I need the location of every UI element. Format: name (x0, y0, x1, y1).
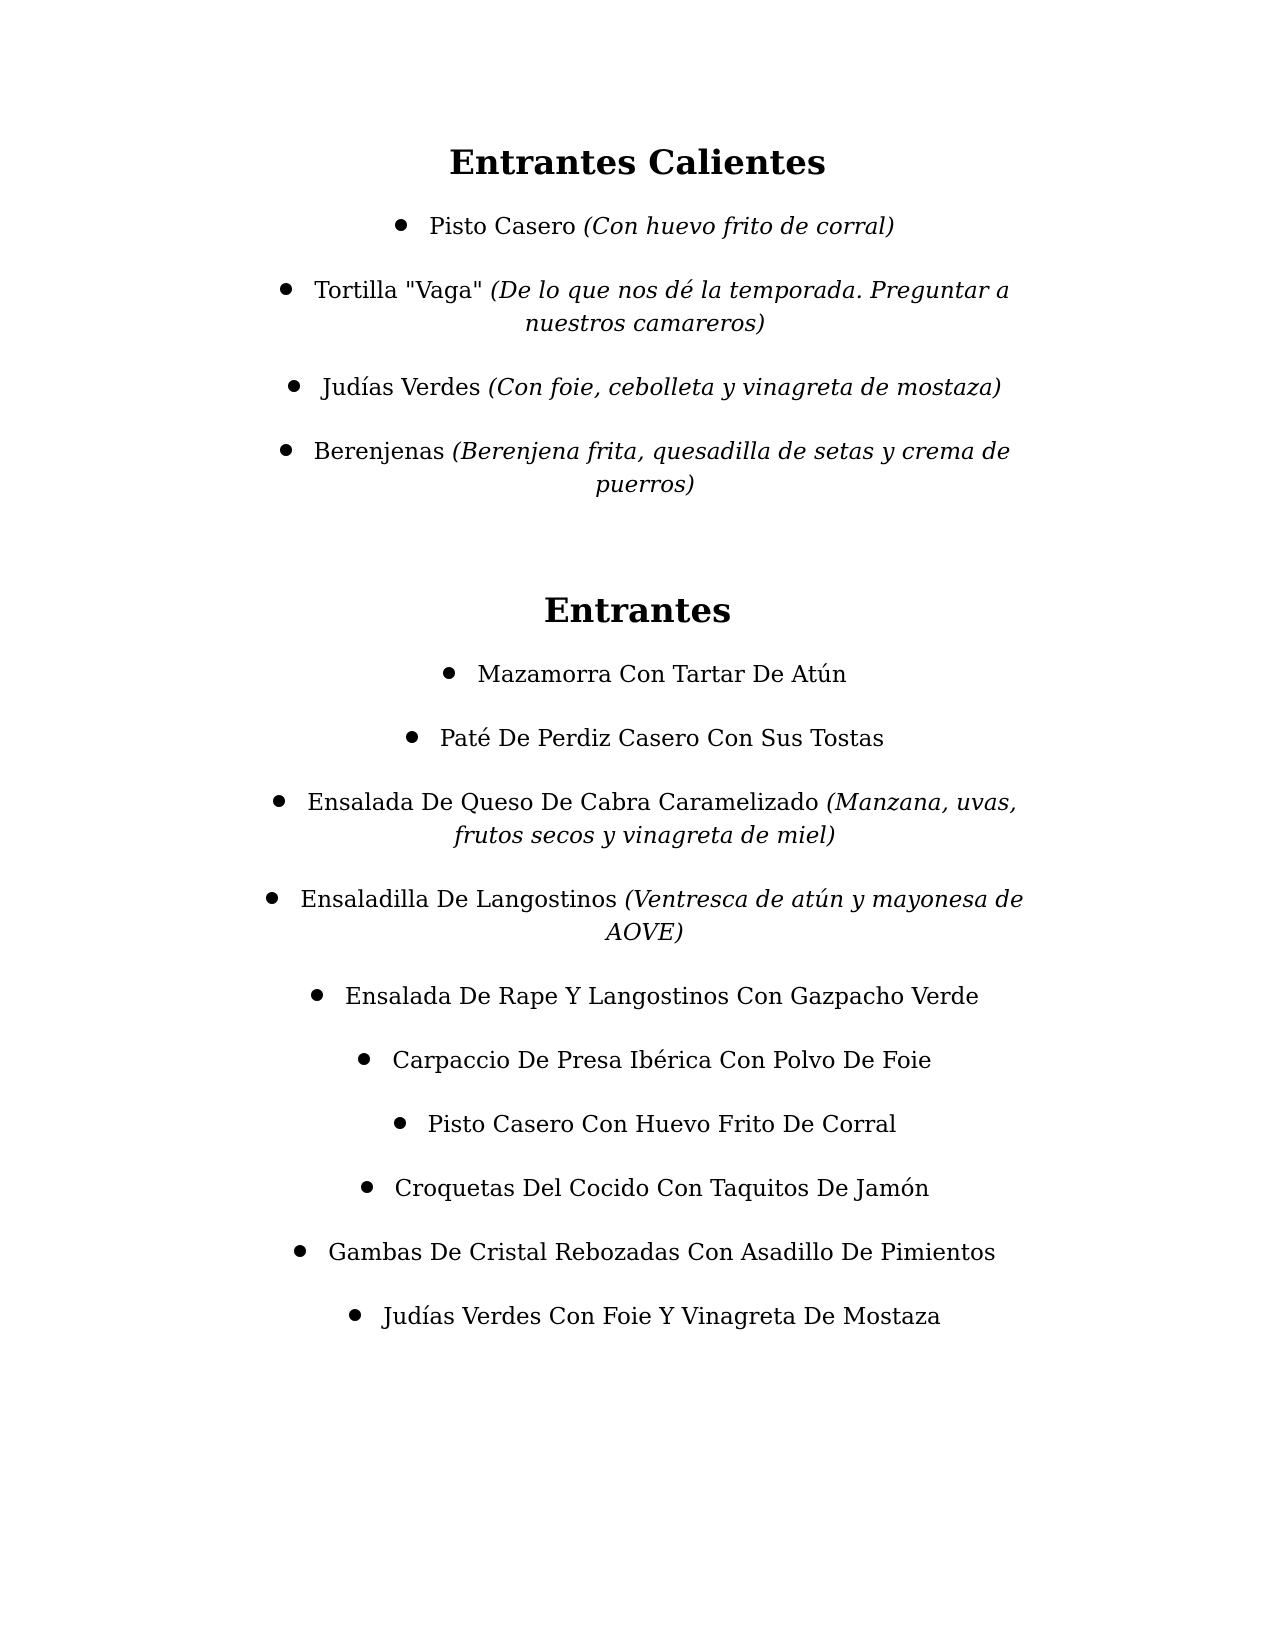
dish-name: Croquetas Del Cocido Con Taquitos De Jamón (394, 1176, 930, 1202)
menu-list-entrantes-calientes (230, 211, 1060, 533)
dish-name: Pisto Casero (429, 214, 576, 240)
bullet-icon (266, 892, 278, 904)
dish-description: (De lo que nos dé la temporada. Preguntar a nuestros camareros) (490, 278, 1010, 337)
bullet-icon (280, 283, 292, 295)
bullet-icon (294, 1245, 306, 1257)
bullet-icon (358, 1053, 370, 1065)
dish-description: (Berenjena frita, quesadilla de setas y crema de puerros) (451, 439, 1011, 498)
menu-item (230, 659, 1060, 692)
dish-name: Paté De Perdiz Casero Con Sus Tostas (439, 726, 885, 752)
dish-description: (Ventresca de atún y mayonesa de AOVE) (606, 887, 1024, 946)
menu-item (230, 211, 1060, 244)
dish-name: Mazamorra Con Tartar De Atún (477, 662, 847, 688)
bullet-icon (280, 444, 292, 456)
dish-name: Pisto Casero Con Huevo Frito De Corral (427, 1112, 897, 1138)
bullet-icon (288, 380, 300, 392)
bullet-icon (361, 1181, 373, 1193)
menu-item (230, 787, 1060, 853)
section-title-entrantes-calientes: Entrantes Calientes (448, 143, 827, 183)
bullet-icon (443, 667, 455, 679)
menu-item (230, 1173, 1060, 1206)
bullet-icon (406, 731, 418, 743)
bullet-icon (311, 989, 323, 1001)
section-title-entrantes: Entrantes (543, 591, 732, 631)
menu-item (230, 1109, 1060, 1142)
dish-name: Gambas De Cristal Rebozadas Con Asadillo De Pimientos (328, 1240, 996, 1266)
menu-item (230, 884, 1060, 950)
bullet-icon (394, 1117, 406, 1129)
menu-list-entrantes (230, 659, 1060, 1365)
dish-description: (Manzana, uvas, frutos secos y vinagreta de miel) (454, 790, 1017, 849)
menu-item (230, 1045, 1060, 1078)
menu-item (230, 372, 1060, 405)
menu-item (230, 723, 1060, 756)
dish-name: Judías Verdes (322, 375, 481, 401)
dish-name: Ensalada De Queso De Cabra Caramelizado (307, 790, 819, 816)
dish-description: (Con foie, cebolleta y vinagreta de mostaza) (487, 375, 1002, 401)
bullet-icon (395, 219, 407, 231)
dish-name: Carpaccio De Presa Ibérica Con Polvo De Foie (392, 1048, 932, 1074)
menu-item (230, 436, 1060, 502)
menu-item (230, 275, 1060, 341)
dish-name: Tortilla "Vaga" (314, 278, 483, 304)
dish-name: Judías Verdes Con Foie Y Vinagreta De Mostaza (383, 1304, 941, 1330)
dish-description: (Con huevo frito de corral) (583, 214, 895, 240)
menu-item (230, 1237, 1060, 1270)
menu-item (230, 1301, 1060, 1334)
bullet-icon (273, 795, 285, 807)
menu-item (230, 981, 1060, 1014)
dish-name: Ensaladilla De Langostinos (300, 887, 618, 913)
dish-name: Berenjenas (313, 439, 445, 465)
dish-name: Ensalada De Rape Y Langostinos Con Gazpacho Verde (344, 984, 980, 1010)
bullet-icon (349, 1309, 361, 1321)
